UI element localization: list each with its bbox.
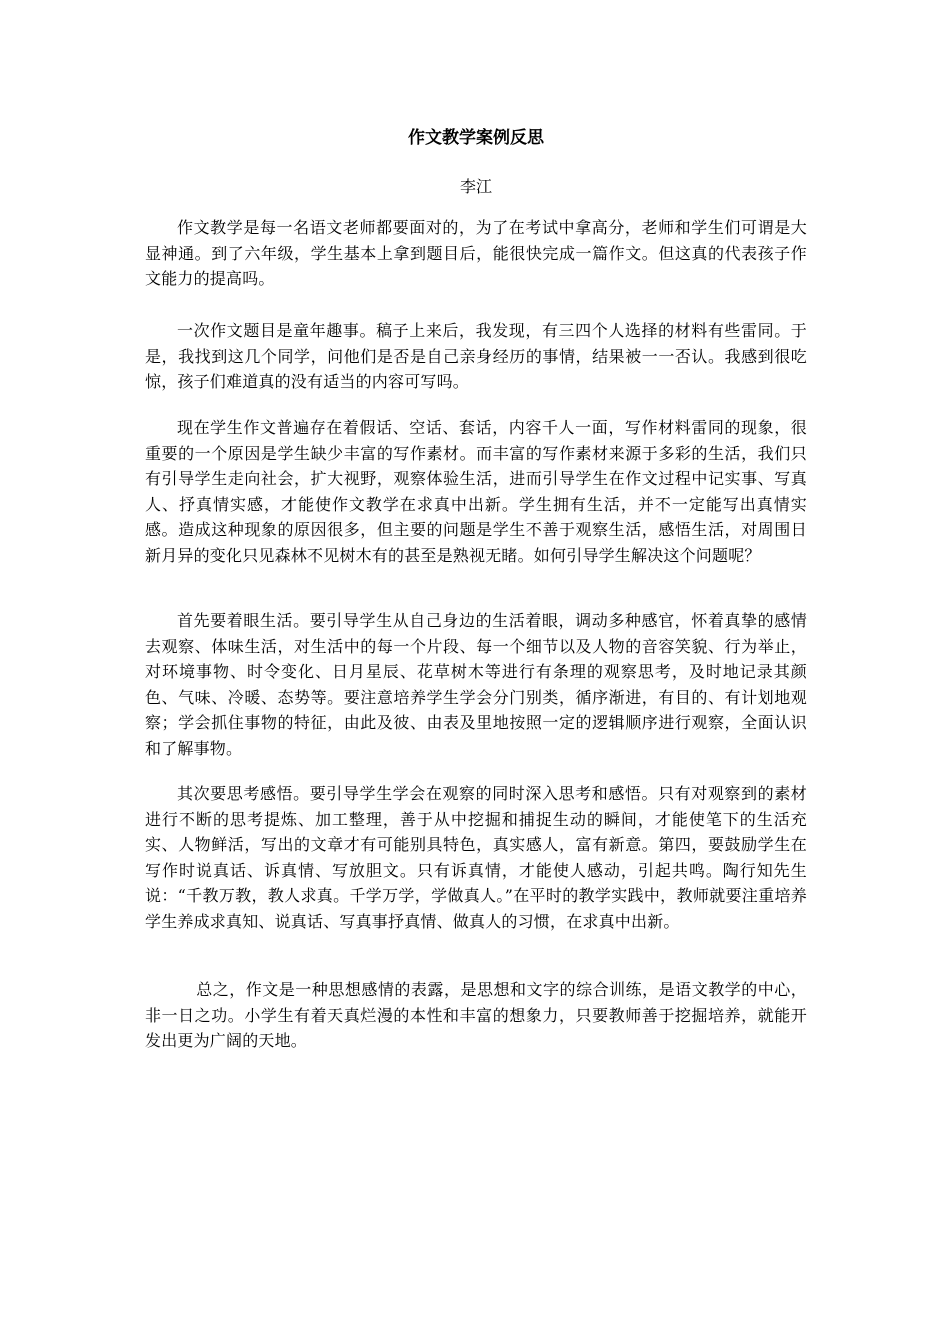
paragraph-3: 现在学生作文普遍存在着假话、空话、套话，内容千人一面，写作材料雷同的现象，很重要的一个原因是学生缺少丰富的写作素材。而丰富的写作素材来源于多彩的生活，我们只有引导学生走向社会，扩大视野，观察体验生活，进而引导学生在作文过程中记实事、写真人、抒真情实感，才能使作文教学在求真中出新。学生拥有生活，并不一定能写出真情实感。造成这种现象的原因很多，但主要的问题是学生不善于观察生活，感悟生活，对周围日新月异的变化只见森林不见树木有的甚至是熟视无睹。如何引导学生解决这个问题呢？ [145,418,807,565]
document-title: 作文教学案例反思 [408,128,544,148]
document-page [145,0,807,1344]
author-name: 李江 [459,177,492,196]
paragraph-1: 作文教学是每一名语文老师都要面对的，为了在考试中拿高分，老师和学生们可谓是大显神通。到了六年级，学生基本上拿到题目后，能很快完成一篇作文。但这真的代表孩子作文能力的提高吗。 [145,218,807,289]
paragraph-4: 首先要着眼生活。要引导学生从自己身边的生活着眼，调动多种感官，怀着真挚的感情去观察、体味生活，对生活中的每一个片段、每一个细节以及人物的音容笑貌、行为举止，对环境事物、时令变化、日月星辰、花草树木等进行有条理的观察思考，及时地记录其颜色、气味、冷暖、态势等。要注意培养学生学会分门别类，循序渐进，有目的、有计划地观察；学会抓住事物的特征，由此及彼、由表及里地按照一定的逻辑顺序进行观察，全面认识和了解事物。 [145,611,807,758]
paragraph-6: 总之，作文是一种思想感情的表露，是思想和文字的综合训练，是语文教学的中心，非一日之功。小学生有着天真烂漫的本性和丰富的想象力，只要教师善于挖掘培养，就能开发出更为广阔的天地。 [145,980,807,1051]
paragraph-2: 一次作文题目是童年趣事。稿子上来后，我发现，有三四个人选择的材料有些雷同。于是，我找到这几个同学，问他们是否是自己亲身经历的事情，结果被一一否认。我感到很吃惊，孩子们难道真的没有适当的内容可写吗。 [145,321,807,392]
paragraph-5: 其次要思考感悟。要引导学生学会在观察的同时深入思考和感悟。只有对观察到的素材进行不断的思考提炼、加工整理，善于从中挖掘和捕捉生动的瞬间，才能使笔下的生活充实、人物鲜活，写出的文章才有可能别具特色，真实感人，富有新意。第四，要鼓励学生在写作时说真话、诉真情、写放胆文。只有诉真情，才能使人感动，引起共鸣。陶行知先生说：“千教万教，教人求真。千学万学，学做真人。”在平时的教学实践中，教师就要注重培养学生养成求真知、说真话、写真事抒真情、做真人的习惯，在求真中出新。 [145,784,807,931]
